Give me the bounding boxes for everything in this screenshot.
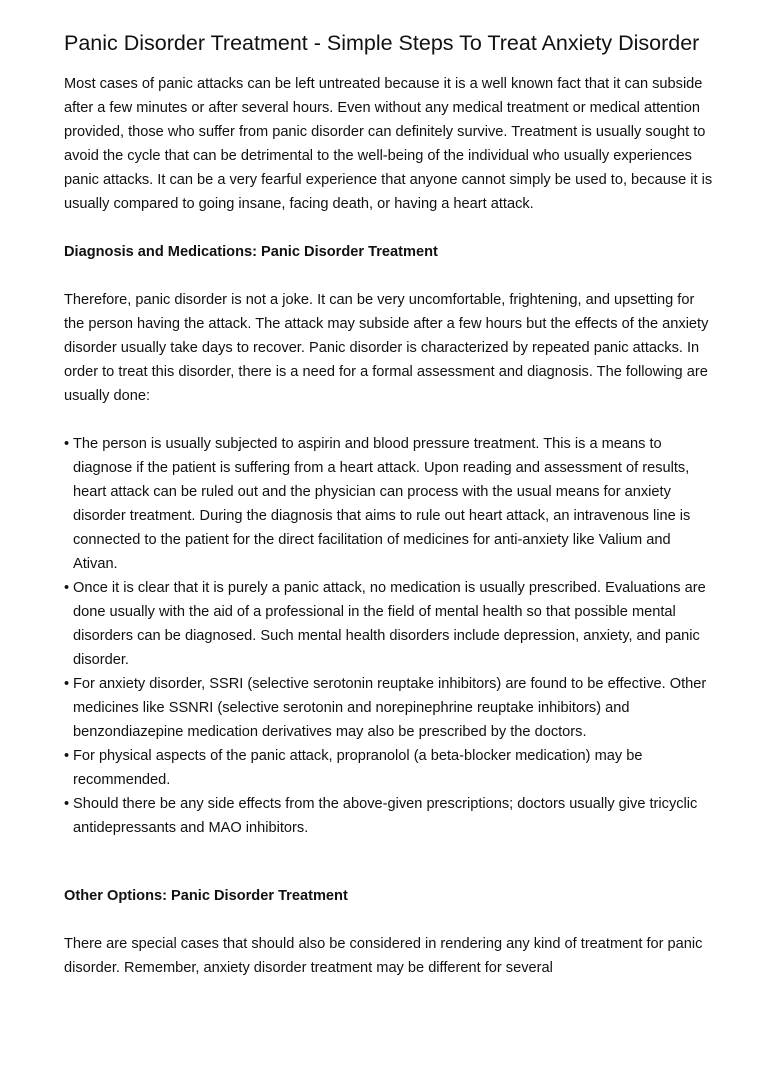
diagnosis-paragraph: Therefore, panic disorder is not a joke. It can be very uncomfortable, frightening, and upsetting for the person having the attack. The attack may subside after a few hours but the effects of the anxiety disorder usually take days to recover. Panic disorder is characterized by repeated panic attacks. In order to treat this disorder, there is a need for a formal assessment and diagnosis. The following are usually done: xyxy=(64,292,709,404)
other-options-paragraph: There are special cases that should also be considered in rendering any kind of treatment for panic disorder. Remember, anxiety disorder treatment may be different for several xyxy=(64,936,703,976)
bullet-marker: • xyxy=(64,796,70,812)
bullet-marker: • xyxy=(64,676,70,692)
list-item xyxy=(64,576,714,672)
bullet-marker: • xyxy=(64,436,70,452)
bullet-marker: • xyxy=(64,580,70,596)
list-item-text: The person is usually subjected to aspirin and blood pressure treatment. This is a means to diagnose if the patient is suffering from a heart attack. Upon reading and assessment of results, heart attack can be ruled out and the physician can process with the usual means for anxiety disorder treatment. During the diagnosis that aims to rule out heart attack, an intravenous line is connected to the patient for the direct facilitation of medicines for anti-anxiety like Valium and Ativan. xyxy=(73,436,691,572)
section-heading-diagnosis: Diagnosis and Medications: Panic Disorder Treatment xyxy=(64,244,438,260)
diagnosis-bullet-list xyxy=(64,432,714,840)
list-item-text: Should there be any side effects from the above-given prescriptions; doctors usually give tricyclic antidepressants and MAO inhibitors. xyxy=(73,796,698,836)
list-item xyxy=(64,672,714,744)
list-item xyxy=(64,792,714,840)
section-heading-other-options: Other Options: Panic Disorder Treatment xyxy=(64,888,348,904)
list-item-text: For anxiety disorder, SSRI (selective serotonin reuptake inhibitors) are found to be effective. Other medicines like SSNRI (selective serotonin and norepinephrine reuptake inhibitors) and benzondiazepine medication derivatives may also be prescribed by the doctors. xyxy=(73,676,707,740)
bullet-marker: • xyxy=(64,748,70,764)
list-item-text: Once it is clear that it is purely a panic attack, no medication is usually prescribed. Evaluations are done usually with the aid of a professional in the field of mental health so that possible mental disorders can be diagnosed. Such mental health disorders include depression, anxiety, and panic disorder. xyxy=(73,580,706,668)
intro-paragraph: Most cases of panic attacks can be left untreated because it is a well known fact that it can subside after a few minutes or after several hours. Even without any medical treatment or medical attention provided, those who suffer from panic disorder can definitely survive. Treatment is usually sought to avoid the cycle that can be detrimental to the well-being of the individual who usually experiences panic attacks. It can be a very fearful experience that anyone cannot simply be used to, because it is usually compared to going insane, facing death, or having a heart attack. xyxy=(64,76,713,212)
list-item xyxy=(64,432,714,576)
list-item xyxy=(64,744,714,792)
document-title: Panic Disorder Treatment - Simple Steps To Treat Anxiety Disorder xyxy=(64,31,700,55)
document-page xyxy=(64,32,714,980)
list-item-text: For physical aspects of the panic attack, propranolol (a beta-blocker medication) may be recommended. xyxy=(73,748,643,788)
